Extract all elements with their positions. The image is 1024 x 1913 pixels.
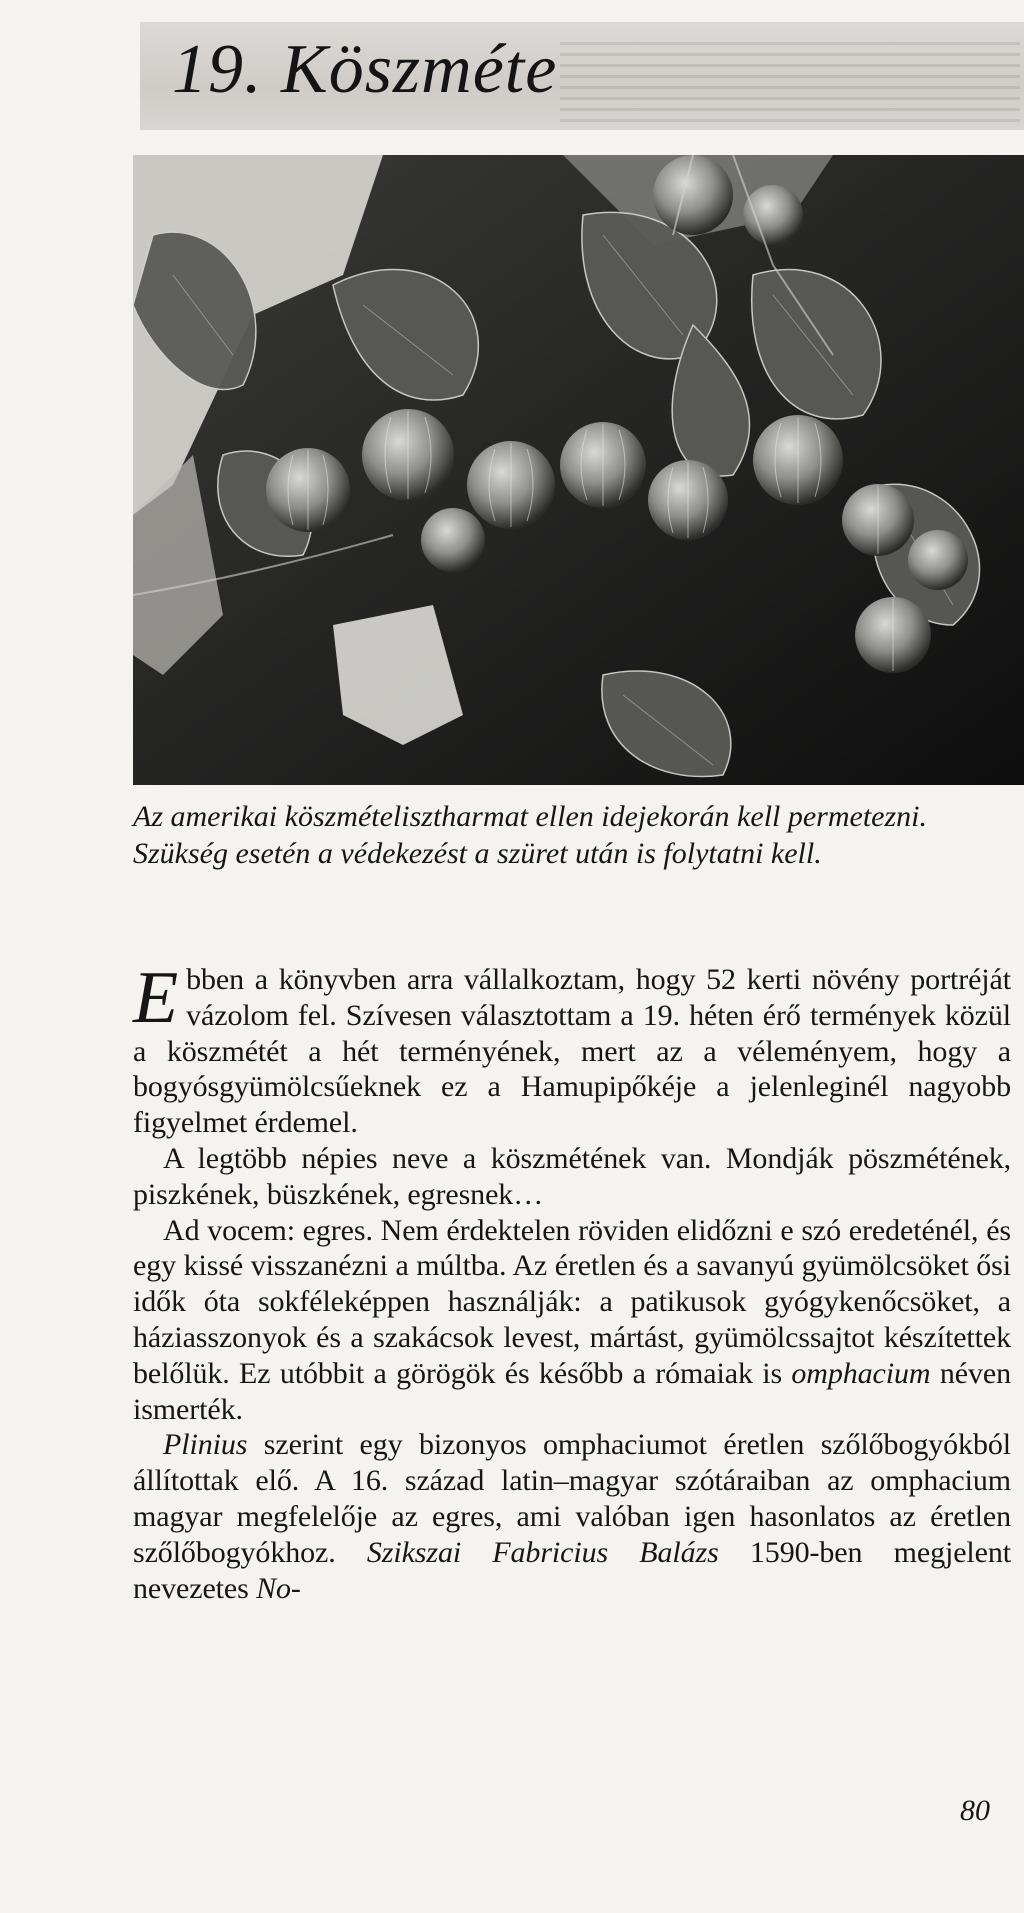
paragraph-4-text-a: szerint egy bizonyos omphaciumot éretlen szőlőbogyókból állítottak elő. A 16. század latin–magyar szótáraiban az omphacium magyar megfelelője az egres, ami valóban igen hasonlatos az éretlen szőlőbogyókhoz. — [133, 1428, 1011, 1569]
dropcap: E — [133, 957, 179, 1039]
emphasis-author: Szikszai Fabricius Balázs — [366, 1535, 719, 1569]
paragraph-3-text-b: néven ismerték. — [133, 1356, 1011, 1426]
article-body — [133, 957, 1012, 1606]
emphasis-plinius: Plinius — [163, 1428, 248, 1462]
paragraph-4-text-b: 1590-ben megjelent nevezetes — [133, 1535, 1012, 1605]
emphasis-title-fragment: No- — [256, 1571, 301, 1605]
paragraph-3-text-a: Ad vocem: egres. Nem érdektelen röviden elidőzni e szó eredeténél, és egy kissé visszanézni a múltba. Az éretlen és a savanyú gyümölcsöket ősi idők óta sokféleképpen használják: a patikusok gyógykenőcsöket, a háziasszonyok és a szakácsok levest, mártást, gyümölcssajtot készítettek belőlük. Ez utóbbit a görögök és később a rómaiak is — [133, 1213, 1011, 1390]
emphasis-omphacium: omphacium — [791, 1356, 931, 1390]
paragraph-3 — [133, 1213, 1011, 1428]
gooseberry-photo — [133, 155, 1024, 785]
paragraph-4 — [133, 1427, 1011, 1606]
photo-caption: Az amerikai köszmételisztharmat ellen idejekorán kell permetezni. Szükség esetén a védekezést a szüret után is folytatni kell. — [133, 800, 927, 870]
page-number: 80 — [960, 1794, 990, 1827]
paragraph-1 — [133, 957, 1011, 1141]
paragraph-1-text: bben a könyvben arra vállalkoztam, hogy 52 kerti növény portréját vázolom fel. Szívesen választottam a 19. héten érő termények közül a köszmétét a hét terményének, mert az a véleményem, hogy a bogyósgyümölcsűeknek ez a Hamupipőkéje a jelenleginél nagyobb figyelmet érdemel. — [133, 963, 1011, 1140]
chapter-title: 19. Köszméte — [172, 31, 558, 108]
paragraph-2: A legtöbb népies neve a köszmétének van. Mondják pöszmétének, piszkének, büszkének, egresnek… — [133, 1141, 1011, 1211]
